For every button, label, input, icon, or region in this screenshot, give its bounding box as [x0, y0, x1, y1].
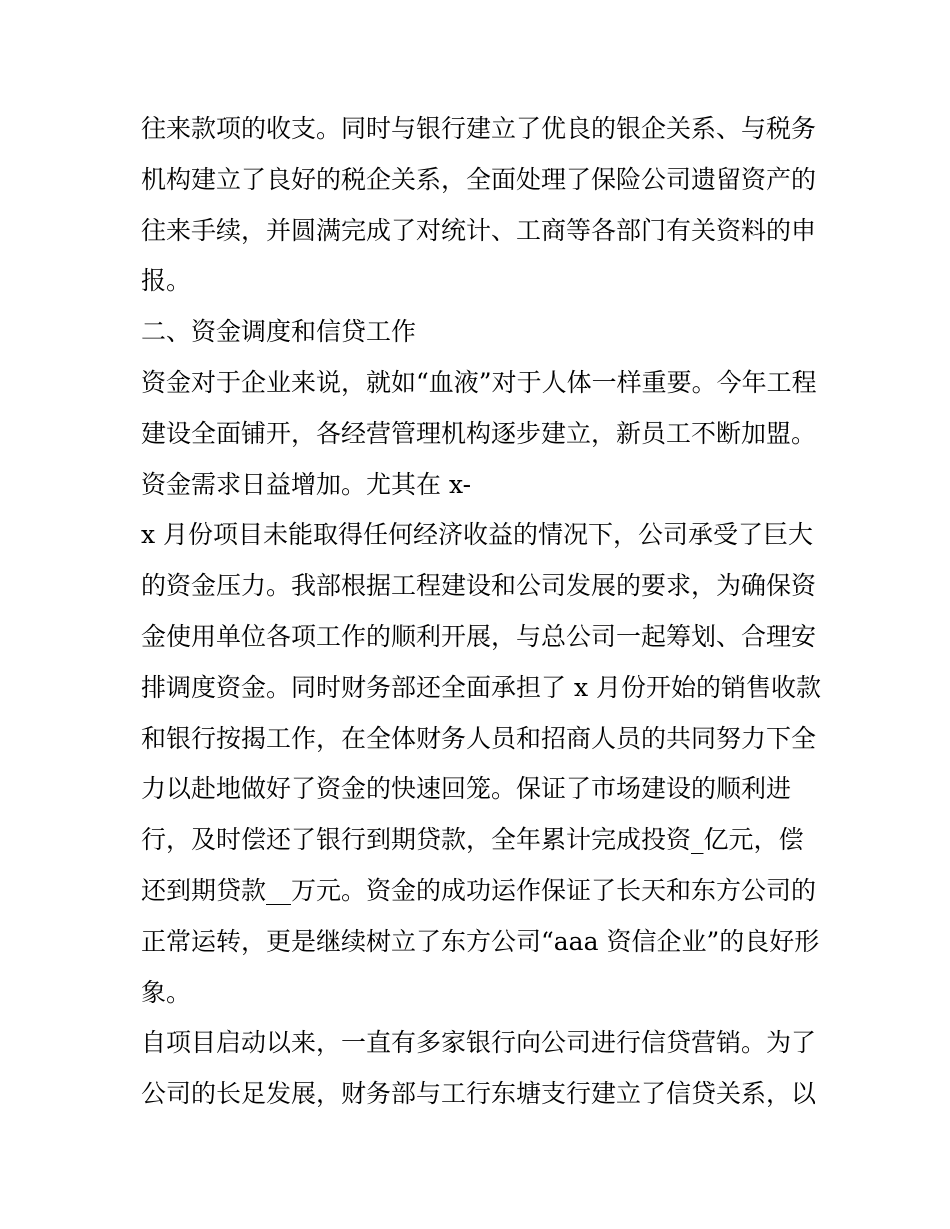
- text-line: 排调度资金。同时财务部还全面承担了 x 月份开始的销售收款: [141, 672, 821, 702]
- text-line: 自项目启动以来，一直有多家银行向公司进行信贷营销。为了: [141, 1028, 817, 1058]
- document-body: [141, 104, 821, 1120]
- text-line: 和银行按揭工作，在全体财务人员和招商人员的共同努力下全: [141, 723, 817, 753]
- text-line: 往来手续，并圆满完成了对统计、工商等各部门有关资料的申: [141, 215, 817, 245]
- text-line: 正常运转，更是继续树立了东方公司“aaa 资信企业”的良好形: [141, 926, 820, 956]
- section-heading: 二、资金调度和信贷工作: [141, 317, 417, 347]
- text-line: x 月份项目未能取得任何经济收益的情况下，公司承受了巨大: [141, 520, 814, 550]
- text-line: 还到期贷款__万元。资金的成功运作保证了长天和东方公司的: [141, 875, 817, 905]
- text-line: 的资金压力。我部根据工程建设和公司发展的要求，为确保资: [141, 571, 817, 601]
- text-line: 建设全面铺开，各经营管理机构逐步建立，新员工不断加盟。: [141, 418, 817, 448]
- text-line: 往来款项的收支。同时与银行建立了优良的银企关系、与税务: [141, 114, 817, 143]
- text-line: 资金需求日益增加。尤其在 x-: [141, 469, 472, 499]
- text-line: 力以赴地做好了资金的快速回笼。保证了市场建设的顺利进: [141, 774, 792, 804]
- text-line: 机构建立了良好的税企关系，全面处理了保险公司遗留资产的: [141, 164, 817, 194]
- text-line: 行，及时偿还了银行到期贷款，全年累计完成投资_亿元，偿: [141, 825, 804, 855]
- text-line: 公司的长足发展，财务部与工行东塘支行建立了信贷关系，以: [141, 1079, 817, 1109]
- text-line: 象。: [141, 977, 192, 1007]
- text-line: 资金对于企业来说，就如“血液”对于人体一样重要。今年工程: [141, 367, 817, 397]
- text-line: 金使用单位各项工作的顺利开展，与总公司一起筹划、合理安: [141, 621, 817, 651]
- text-line: 报。: [141, 266, 192, 296]
